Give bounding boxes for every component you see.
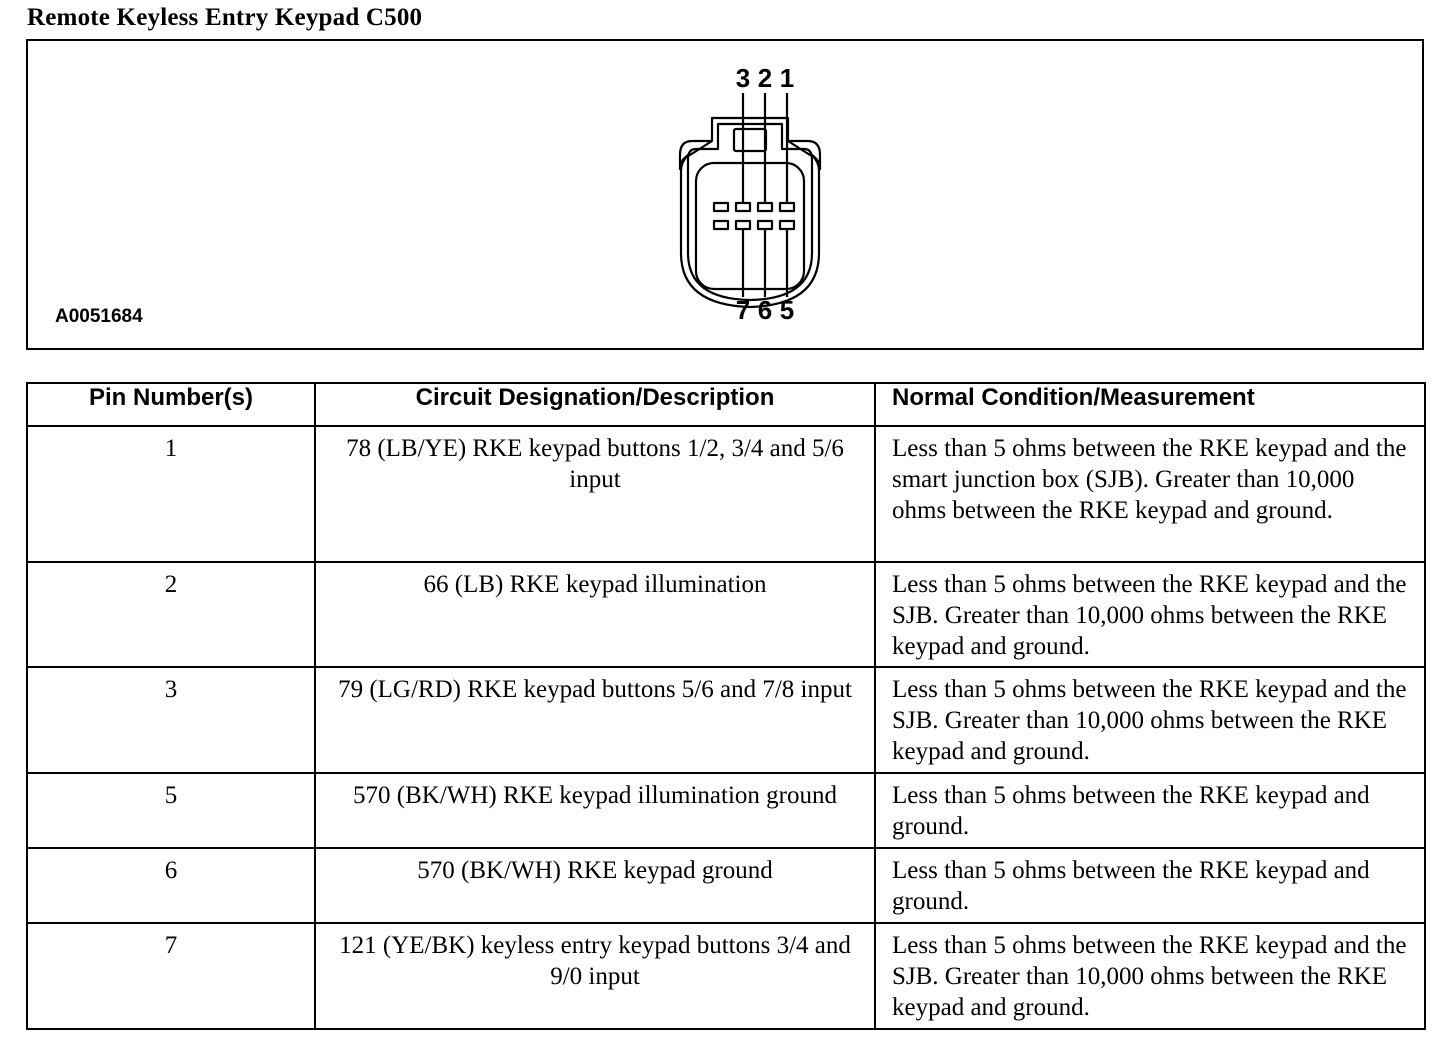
table-row <box>27 923 1425 1029</box>
connector-figure <box>26 39 1424 350</box>
circuit-cell: 66 (LB) RKE keypad illumination <box>315 562 875 667</box>
measurement-cell: Less than 5 ohms between the RKE keypad and the SJB. Greater than 10,000 ohms between the RKE keypad and ground. <box>875 562 1425 667</box>
terminal <box>714 221 728 229</box>
table-row <box>27 773 1425 848</box>
pin-cell: 7 <box>27 923 315 1029</box>
circuit-cell: 78 (LB/YE) RKE keypad buttons 1/2, 3/4 and 5/6 input <box>315 426 875 562</box>
pin-cell: 5 <box>27 773 315 848</box>
measurement-cell: Less than 5 ohms between the RKE keypad and ground. <box>875 848 1425 923</box>
pin-label-top: 2 <box>757 63 773 93</box>
table-header-row <box>27 383 1425 426</box>
terminal <box>758 221 772 229</box>
column-header-circuit: Circuit Designation/Description <box>315 383 875 426</box>
circuit-cell: 79 (LG/RD) RKE keypad buttons 5/6 and 7/8 input <box>315 667 875 773</box>
table-row <box>27 848 1425 923</box>
pin-cell: 3 <box>27 667 315 773</box>
column-header-measurement: Normal Condition/Measurement <box>875 383 1425 426</box>
figure-id: A0051684 <box>55 306 143 327</box>
column-header-pin: Pin Number(s) <box>27 383 315 426</box>
circuit-cell: 121 (YE/BK) keyless entry keypad buttons 3/4 and 9/0 input <box>315 923 875 1029</box>
terminal <box>714 203 728 211</box>
pinout-table <box>26 382 1426 1030</box>
page-title: Remote Keyless Entry Keypad C500 <box>27 4 423 31</box>
connector-latch-window <box>734 129 766 151</box>
pin-label-bottom: 6 <box>757 295 773 325</box>
table-row <box>27 426 1425 562</box>
connector-housing-outer <box>680 118 820 307</box>
pin-cell: 2 <box>27 562 315 667</box>
measurement-cell: Less than 5 ohms between the RKE keypad and the SJB. Greater than 10,000 ohms between the RKE keypad and ground. <box>875 667 1425 773</box>
pin-label-bottom: 7 <box>735 295 751 325</box>
terminal <box>736 221 750 229</box>
table-row <box>27 667 1425 773</box>
terminal <box>780 203 794 211</box>
pin-label-top: 1 <box>779 63 795 93</box>
pin-cell: 1 <box>27 426 315 562</box>
terminal <box>736 203 750 211</box>
terminal <box>780 221 794 229</box>
circuit-cell: 570 (BK/WH) RKE keypad illumination ground <box>315 773 875 848</box>
pin-label-top: 3 <box>735 63 751 93</box>
pin-label-bottom: 5 <box>779 295 795 325</box>
measurement-cell: Less than 5 ohms between the RKE keypad and the SJB. Greater than 10,000 ohms between the RKE keypad and ground. <box>875 923 1425 1029</box>
circuit-cell: 570 (BK/WH) RKE keypad ground <box>315 848 875 923</box>
table-row <box>27 562 1425 667</box>
terminal <box>758 203 772 211</box>
connector-diagram <box>650 63 850 325</box>
measurement-cell: Less than 5 ohms between the RKE keypad and the smart junction box (SJB). Greater than 10,000 ohms between the RKE keypad and ground. <box>875 426 1425 562</box>
pin-cell: 6 <box>27 848 315 923</box>
measurement-cell: Less than 5 ohms between the RKE keypad and ground. <box>875 773 1425 848</box>
